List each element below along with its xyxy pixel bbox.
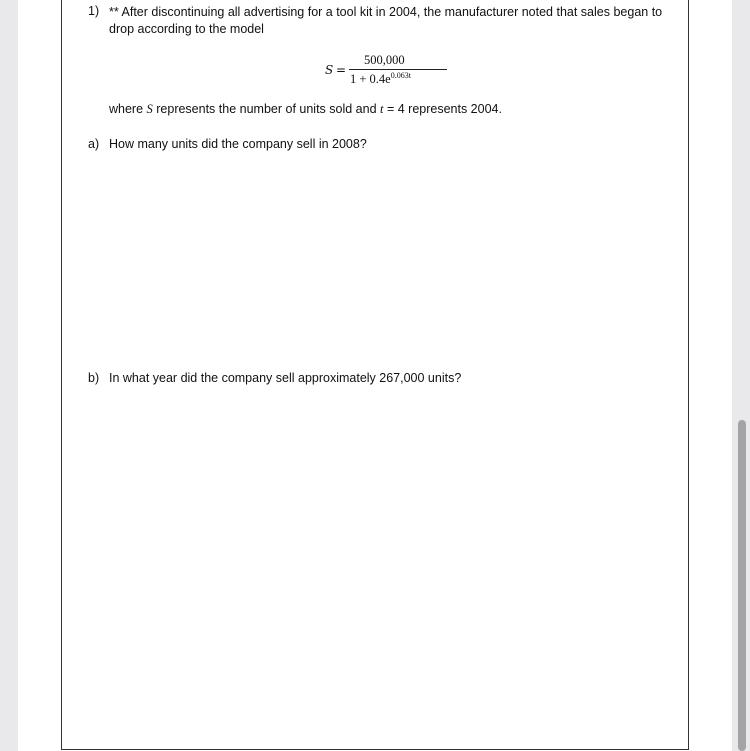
var-s: S: [146, 102, 153, 116]
formula-numerator: 500,000: [364, 53, 405, 67]
part-a-question: How many units did the company sell in 2008?: [109, 137, 367, 151]
sales-formula: [324, 52, 444, 88]
where-suffix: = 4 represents 2004.: [383, 102, 502, 116]
fraction-bar: [349, 69, 447, 70]
denominator-exponent: 0.063t: [390, 71, 411, 80]
question-text: ** After discontinuing all advertising for a tool kit in 2004, the manufacturer noted that sales began to drop according to the model: [109, 5, 663, 36]
variable-definition: [109, 102, 502, 117]
question-number: 1): [88, 4, 100, 18]
denominator-base: 1 + 0.4e: [350, 72, 391, 86]
scrollbar-thumb[interactable]: [738, 420, 746, 751]
cropped-text-fragment: [130, 0, 220, 3]
where-middle: represents the number of units sold and: [152, 102, 380, 116]
part-b-label: b): [88, 371, 100, 385]
where-prefix: where: [109, 102, 147, 116]
vertical-scrollbar[interactable]: [732, 0, 750, 751]
formula-denominator: [350, 71, 411, 87]
var-t: t: [380, 102, 384, 116]
formula-equals: =: [336, 63, 347, 77]
part-a-label: a): [88, 137, 100, 151]
part-b-question: In what year did the company sell approximately 267,000 units?: [109, 371, 462, 385]
formula-lhs: S: [325, 63, 334, 77]
